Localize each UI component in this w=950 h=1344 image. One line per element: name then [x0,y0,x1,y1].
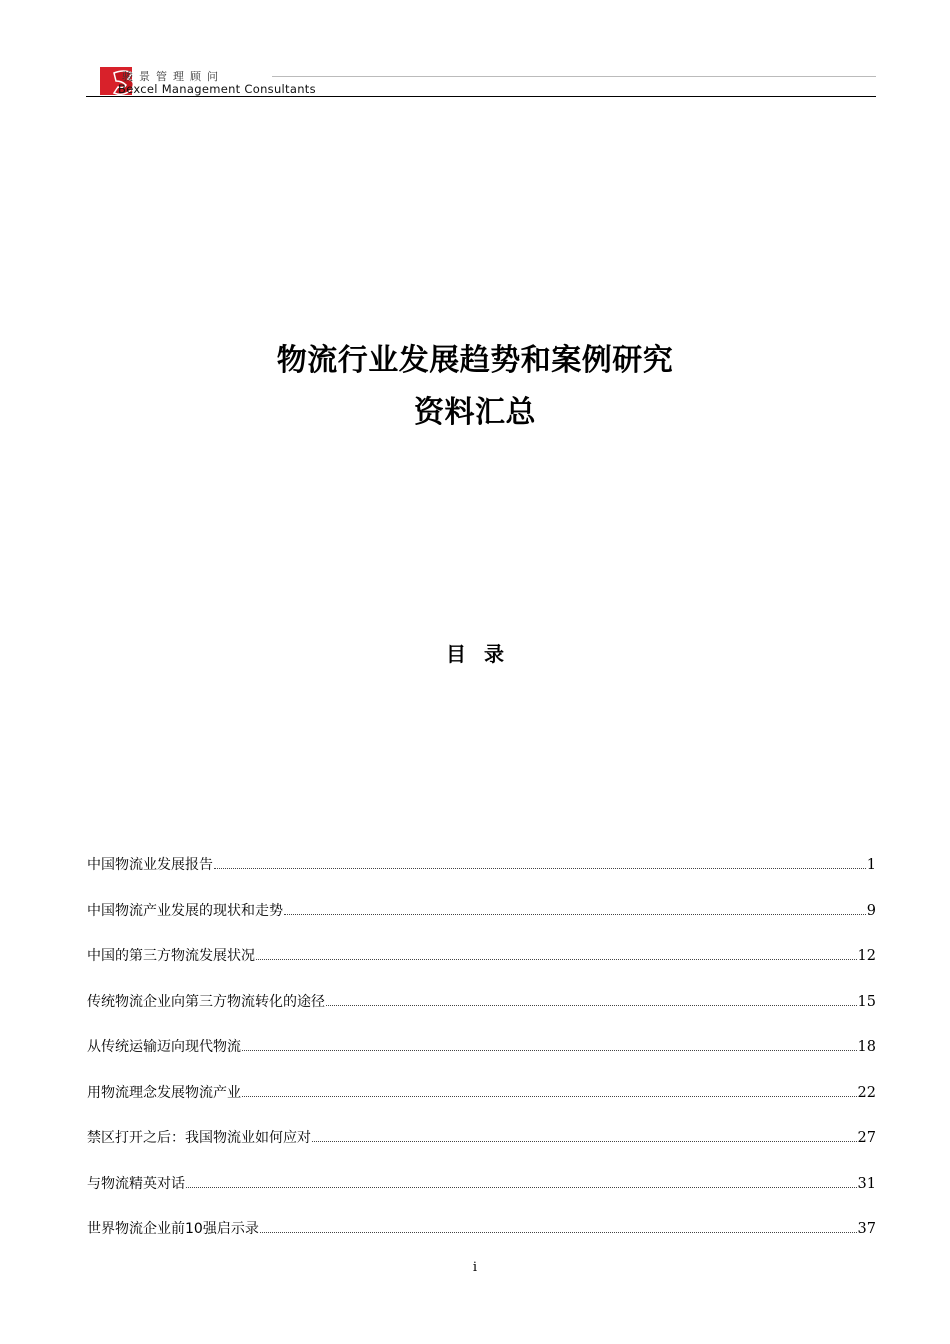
toc-entry[interactable] [87,1082,876,1128]
company-name-en: Bexcel Management Consultants [118,82,316,96]
toc-entry-page: 9 [866,902,876,919]
toc-entry-page: 27 [857,1130,876,1146]
toc-entry-title: 传统物流企业向第三方物流转化的途径 [87,993,325,1010]
toc-entry-title: 用物流理念发展物流产业 [87,1084,241,1101]
toc-entry[interactable] [87,1173,876,1219]
toc-entry-title: 世界物流企业前10强启示录 [87,1221,259,1237]
company-name-cn: 骏景管理顾问 [122,70,224,83]
toc-entry[interactable] [87,1218,876,1264]
toc-entry-page: 12 [857,948,876,964]
toc-leader-dots [242,1050,857,1051]
header-thin-rule [272,76,876,77]
toc-leader-dots [214,868,866,869]
toc-entry[interactable] [87,991,876,1037]
toc-entry[interactable] [87,900,876,946]
toc-entry-page: 22 [857,1084,876,1101]
toc-leader-dots [312,1141,857,1142]
toc-leader-dots [260,1232,857,1233]
toc-heading: 目录 [446,642,522,666]
toc-entry[interactable] [87,854,876,900]
toc-entry-title: 从传统运输迈向现代物流 [87,1039,241,1055]
document-title: 物流行业发展趋势和案例研究 [276,343,674,378]
toc-leader-dots [284,914,866,915]
toc-entry-page: 1 [866,857,876,873]
toc-entry-page: 15 [857,993,876,1010]
toc-leader-dots [326,1005,857,1006]
toc-entry-title: 中国的第三方物流发展状况 [87,948,255,964]
toc-entry[interactable] [87,1127,876,1173]
page-header [86,62,876,98]
toc-entry-page: 31 [857,1175,876,1192]
toc-entry-title: 中国物流产业发展的现状和走势 [87,902,283,919]
toc-entry[interactable] [87,1036,876,1082]
toc-entry-page: 37 [857,1221,876,1237]
document-subtitle: 资料汇总 [414,395,536,430]
toc-entry-title: 与物流精英对话 [87,1175,185,1192]
toc-entry-page: 18 [857,1039,876,1055]
toc-entry-title: 禁区打开之后：我国物流业如何应对 [87,1130,311,1146]
toc-entry[interactable] [87,945,876,991]
toc-leader-dots [186,1187,857,1188]
table-of-contents [87,854,876,1264]
header-rule [86,96,876,97]
toc-leader-dots [242,1096,857,1097]
toc-leader-dots [256,959,857,960]
page-number: i [472,1260,478,1275]
toc-entry-title: 中国物流业发展报告 [87,857,213,873]
